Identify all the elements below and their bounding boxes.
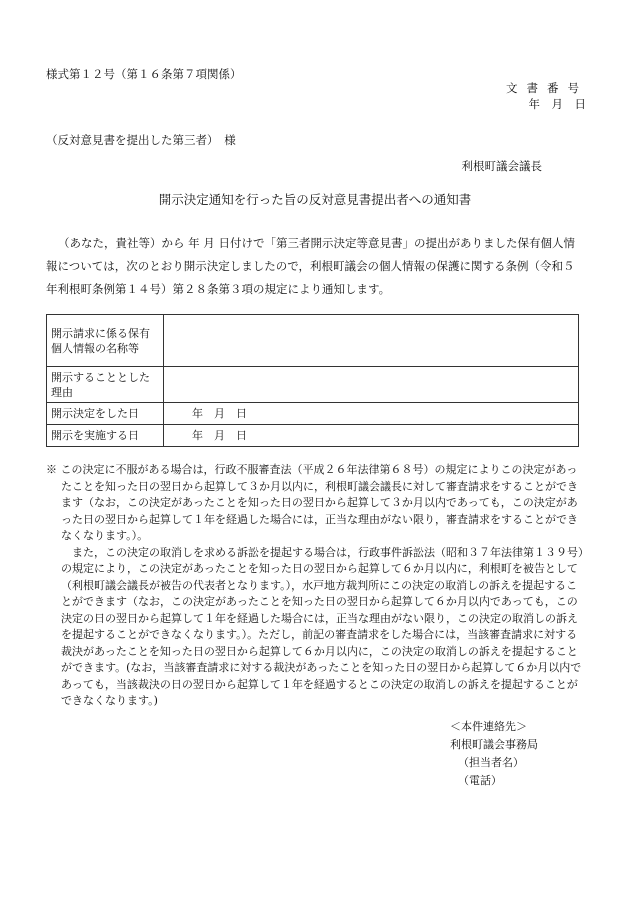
table-row: [47, 403, 579, 425]
contact-office: 利根町議会事務局: [450, 738, 538, 751]
note-appeal: ※ この決定に不服がある場合は，行政不服審査法（平成２６年法律第６８号）の規定によりこの決定があったことを知った日の翌日から起算して３か月以内に，利根町議会議長に対して審査請求をすることができます（なお，この決定があったことを知った日の翌日から起算して３か月以内であっても，この決定があった日の翌日から起算して１年を経過した場合には，正当な理由がない限り，審査請求をすることができなくなります。）。: [46, 463, 578, 542]
body-paragraph: [46, 232, 586, 301]
row-label-info-name: 開示請求に係る保有個人情報の名称等: [47, 315, 164, 367]
document-number: 文書番号: [506, 81, 588, 95]
table-row: [47, 367, 579, 403]
notes-section: [46, 462, 588, 710]
contact-phone: （電話）: [458, 774, 502, 787]
info-table: [46, 314, 579, 447]
contact-person: （担当者名）: [458, 756, 524, 769]
row-value-reason: [164, 367, 579, 403]
table-row: [47, 315, 579, 367]
document-title: 開示決定通知を行った旨の反対意見書提出者への通知書: [158, 192, 472, 207]
row-value-info-name: [164, 315, 579, 367]
note-lawsuit: また，この決定の取消しを求める訴訟を提起する場合は，行政事件訴訟法（昭和３７年法律第１３９号）の規定により，この決定があったことを知った日の翌日から起算して６か月以内に，利根町を被告として（利根町議会議長が被告の代表者となります。），水戸地方裁判所にこの決定の取消しの訴えを提起することができます（なお，この決定があったことを知った日の翌日から起算して６か月以内であっても，この決定の日の翌日から起算して１年を経過した場合には，正当な理由がない限り，この決定の取消しの訴えを提起することができなくなります。）。ただし，前記の審査請求をした場合には，当該審査請求に対する裁決があったことを知った日の翌日から起算して６か月以内に，この決定の取消しの訴えを提起することができます。(なお，当該審査請求に対する裁決があったことを知った日の翌日から起算して６か月以内であっても，当該裁決の日の翌日から起算して１年を経過するとこの決定の取消しの訴えを提起することができなくなります。): [61, 545, 584, 707]
contact-block: [450, 718, 538, 790]
issue-date: 年 月 日: [528, 97, 586, 111]
sender: 利根町議会議長: [461, 159, 542, 173]
row-value-decision-date: 年 月 日: [192, 407, 247, 420]
contact-heading: ＜本件連絡先＞: [450, 720, 527, 733]
row-label-implementation-date: 開示を実施する日: [47, 425, 164, 447]
row-value-implementation-date: 年 月 日: [192, 429, 247, 442]
form-number: 様式第１２号（第１６条第７項関係）: [46, 67, 242, 81]
table-row: [47, 425, 579, 447]
body-text: （あなた，貴社等）から 年 月 日付けで「第三者開示決定等意見書」の提出がありました保有個人情報については，次のとおり開示決定しましたので，利根町議会の個人情報の保護に関する条例（令和５年利根町条例第１４号）第２８条第３項の規定により通知します。: [46, 236, 575, 296]
addressee: （反対意見書を提出した第三者） 様: [46, 133, 236, 147]
row-label-reason: 開示することとした理由: [47, 367, 164, 403]
row-label-decision-date: 開示決定をした日: [47, 403, 164, 425]
